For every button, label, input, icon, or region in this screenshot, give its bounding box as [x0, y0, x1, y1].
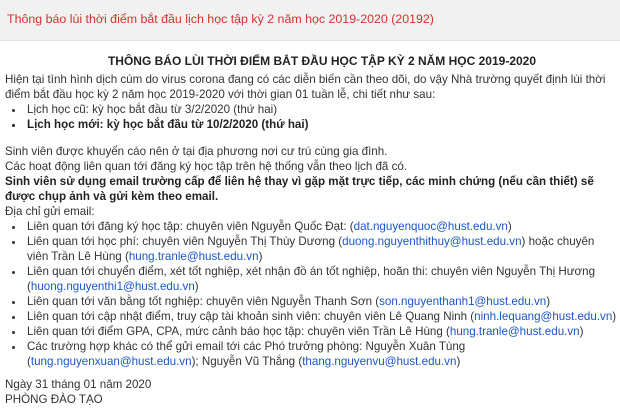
contact-text: )	[612, 310, 617, 323]
contact-text: Liên quan tới học phí: chuyên viên Nguyễn Thị Thùy Dương (	[27, 235, 343, 248]
contact-text: Liên quan tới điểm GPA, CPA, mức cảnh báo học tập: chuyên viên Trần Lê Hùng (	[27, 325, 450, 338]
contacts-label: Địa chỉ gửi email:	[5, 205, 95, 218]
email-link[interactable]: dat.nguyenquoc@hust.edu.vn	[353, 220, 508, 233]
notice-content	[5, 54, 617, 407]
contact-registration	[25, 219, 617, 234]
schedule-old: • Lịch học cũ: kỳ học bắt đầu từ 3/2/2020 (thứ hai)	[25, 102, 617, 117]
intro-paragraph: Hiện tại tình hình dịch cúm do virus corona đang có các diễn biến cần theo dõi, do vậy Nhà trường quyết định lùi thời điểm bắt đầu học kỳ 2 năm học 2019-2020 với thời gian 01 tuần lễ, chi tiết như sau:	[5, 73, 606, 101]
contact-text: )	[546, 295, 551, 308]
contact-text: ); Nguyễn Vũ Thắng (	[191, 355, 303, 368]
advice-residence: Sinh viên được khuyến cáo nên ở tại địa phương nơi cư trú cùng gia đình.	[5, 145, 388, 158]
contact-text: Liên quan tới cập nhật điểm, truy cập tài khoản sinh viên: chuyên viên Lê Quang Ninh (	[27, 310, 475, 323]
contact-tuition	[25, 234, 617, 264]
contact-text: Các trường hợp khác có thể gửi email tới các Phó trưởng phòng: Nguyễn Xuân Tùng (	[27, 340, 466, 368]
email-link[interactable]: son.nguyenthanh1@hust.edu.vn	[379, 295, 547, 308]
schedule-new: • Lịch học mới: kỳ học bắt đầu từ 10/2/2020 (thứ hai)	[25, 117, 617, 132]
contact-text: )	[507, 220, 512, 233]
contact-text: Liên quan tới chuyển điểm, xét tốt nghiệp, xét nhận đồ án tốt nghiệp, hoãn thi: chuyên viên Nguyễn Thị Hương (	[27, 265, 596, 293]
schedule-list	[5, 102, 617, 132]
contacts-list	[5, 219, 617, 369]
email-link[interactable]: huong.nguyenthi1@hust.edu.vn	[30, 280, 195, 293]
notice-heading: THÔNG BÁO LÙI THỜI ĐIỂM BẮT ĐẦU HỌC TẬP KỲ 2 NĂM HỌC 2019-2020	[107, 54, 537, 68]
contact-text: Liên quan tới đăng ký học tập: chuyên viên Nguyễn Quốc Đạt: (	[27, 220, 354, 233]
email-link[interactable]: duong.nguyenthithuy@hust.edu.vn	[342, 235, 522, 248]
contact-text: )	[194, 280, 199, 293]
contact-text: )	[258, 250, 263, 263]
email-link[interactable]: thang.nguyenvu@hust.edu.vn	[302, 355, 457, 368]
contact-graduation	[25, 264, 617, 294]
notice-signature: PHÒNG ĐÀO TẠO	[5, 393, 103, 406]
contact-diploma	[25, 294, 617, 309]
contact-text: )	[579, 325, 584, 338]
contact-other	[25, 339, 617, 369]
contact-grades	[25, 309, 617, 324]
email-link[interactable]: ninh.lequang@hust.edu.vn	[474, 310, 613, 323]
email-link[interactable]: hung.tranle@hust.edu.vn	[128, 250, 259, 263]
contact-text: )	[456, 355, 461, 368]
email-link[interactable]: tung.nguyenxuan@hust.edu.vn	[30, 355, 192, 368]
contact-gpa	[25, 324, 617, 339]
spacer	[5, 369, 617, 377]
advice-registration: Các hoạt động liên quan tới đăng ký học tập trên hệ thống vẫn theo lịch đã có.	[5, 160, 408, 173]
contact-text: ) hoặc chuyên viên Trần Lê Hùng (	[27, 235, 595, 263]
advice-email: Sinh viên sử dụng email trường cấp để liên hệ thay vì gặp mặt trực tiếp, các minh chứng (nếu cần thiết) sẽ được chụp ảnh và gửi kèm theo email.	[5, 175, 594, 203]
notice-header-bar	[0, 0, 620, 41]
contact-text: Liên quan tới văn bằng tốt nghiệp: chuyên viên Nguyễn Thanh Sơn (	[27, 295, 380, 308]
email-link[interactable]: hung.tranle@hust.edu.vn	[449, 325, 580, 338]
spacer	[5, 132, 617, 144]
notice-header-title[interactable]: Thông báo lùi thời điểm bắt đầu lịch học tập kỳ 2 năm học 2019-2020 (20192)	[7, 12, 434, 26]
notice-date: Ngày 31 tháng 01 năm 2020	[5, 378, 152, 391]
